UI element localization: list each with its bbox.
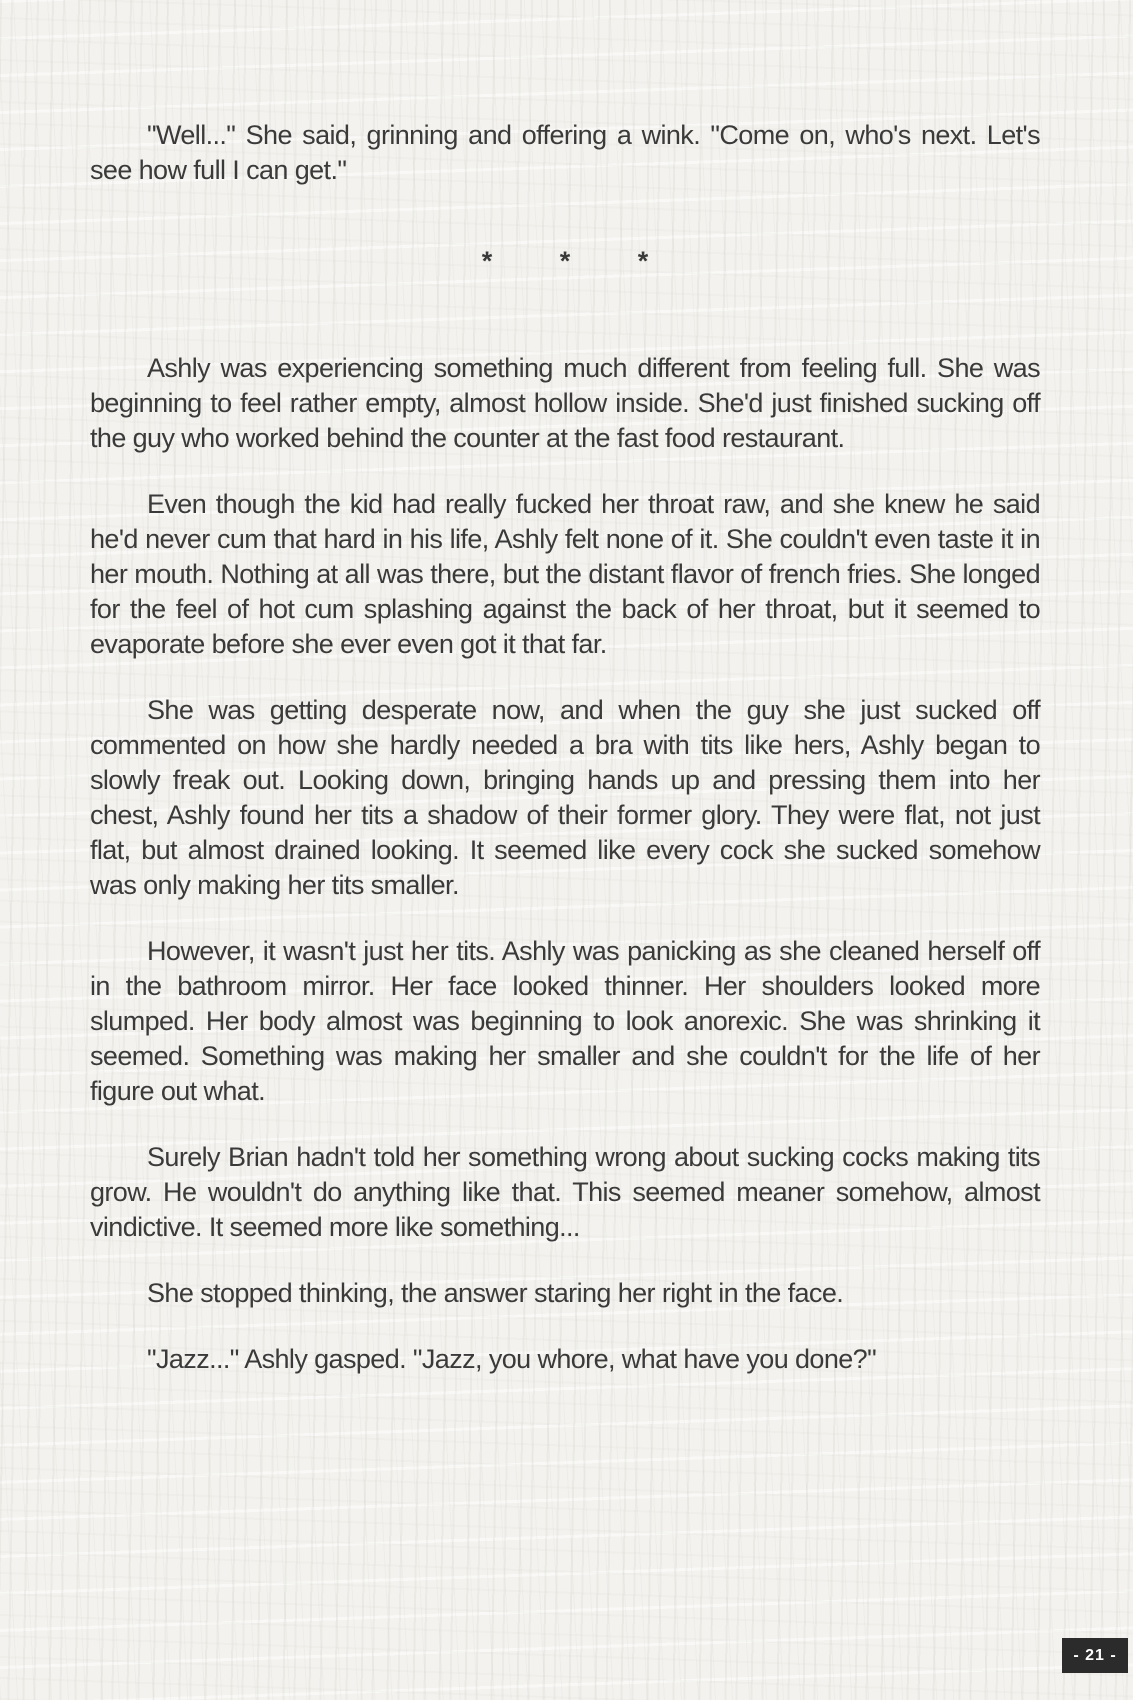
paragraph: Ashly was experiencing something much different from feeling full. She was beginning to feel rather empty, almost hollow inside. She'd just finished sucking off the guy who worked behind the counter at the fast food restaurant. bbox=[90, 353, 1040, 453]
paragraph: "Jazz..." Ashly gasped. "Jazz, you whore, what have you done?" bbox=[147, 1344, 877, 1374]
paragraph: Surely Brian hadn't told her something wrong about sucking cocks making tits grow. He wouldn't do anything like that. This seemed meaner somehow, almost vindictive. It seemed more like something... bbox=[90, 1142, 1040, 1242]
asterisk-section-break: * * * bbox=[481, 246, 649, 276]
paragraph: She stopped thinking, the answer staring her right in the face. bbox=[147, 1278, 844, 1308]
paragraph: She was getting desperate now, and when the guy she just sucked off commented on how she hardly needed a bra with tits like hers, Ashly began to slowly freak out. Looking down, bringing hands up and pressing them into her chest, Ashly found her tits a shadow of their former glory. They were flat, not just flat, but almost drained looking. It seemed like every cock she sucked somehow was only making her tits smaller. bbox=[90, 695, 1040, 900]
page-number-badge: - 21 - bbox=[1062, 1638, 1128, 1673]
paragraph: "Well..." She said, grinning and offering a wink. "Come on, who's next. Let's see how full I can get." bbox=[90, 120, 1040, 185]
paragraph: However, it wasn't just her tits. Ashly was panicking as she cleaned herself off in the bathroom mirror. Her face looked thinner. Her shoulders looked more slumped. Her body almost was beginning to look anorexic. She was shrinking it seemed. Something was making her smaller and she couldn't for the life of her figure out what. bbox=[90, 936, 1040, 1106]
paragraph: Even though the kid had really fucked her throat raw, and she knew he said he'd never cum that hard in his life, Ashly felt none of it. She couldn't even taste it in her mouth. Nothing at all was there, but the distant flavor of french fries. She longed for the feel of hot cum splashing against the back of her throat, but it seemed to evaporate before she ever even got it that far. bbox=[90, 489, 1040, 659]
